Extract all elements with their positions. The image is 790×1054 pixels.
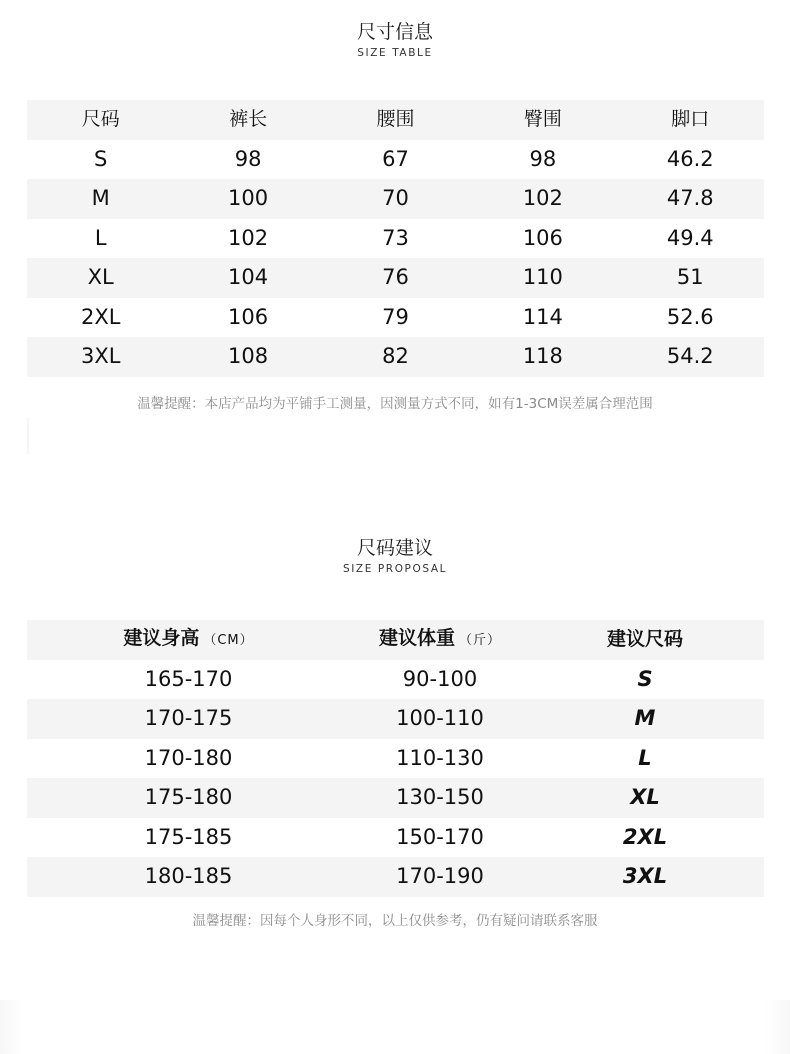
table-cell: 76 bbox=[382, 265, 409, 289]
size-proposal-heading bbox=[0, 536, 790, 575]
table-cell: 47.8 bbox=[666, 186, 714, 210]
table-cell: 110 bbox=[522, 265, 563, 289]
table-row bbox=[27, 258, 764, 298]
table-cell: 106 bbox=[522, 225, 563, 250]
table-cell: 49.4 bbox=[666, 225, 714, 250]
table-header-row bbox=[27, 620, 764, 660]
table-cell: 104 bbox=[228, 265, 269, 289]
table-cell: 90-100 bbox=[402, 666, 478, 691]
table-row bbox=[27, 778, 764, 818]
table-row bbox=[27, 660, 764, 700]
table-cell: 175-180 bbox=[144, 785, 233, 809]
table-cell: 79 bbox=[382, 304, 409, 329]
table-cell: 3XL bbox=[80, 344, 121, 368]
table-cell: XL bbox=[630, 785, 660, 809]
table-cell: 150-170 bbox=[396, 824, 484, 849]
table-cell: 110-130 bbox=[396, 745, 484, 770]
column-header: 臀围 bbox=[523, 108, 562, 130]
table-cell: M bbox=[634, 706, 656, 730]
size-proposal-title: 尺码建议 bbox=[356, 537, 433, 559]
table-cell: 130-150 bbox=[396, 785, 484, 809]
size-proposal-subtitle: SIZE PROPOSAL bbox=[342, 563, 448, 575]
table-cell: 70 bbox=[382, 186, 409, 210]
size-proposal-table bbox=[27, 620, 764, 897]
table-cell: 82 bbox=[382, 344, 409, 368]
table-cell: L bbox=[638, 745, 652, 770]
weight-unit: （斤） bbox=[459, 633, 502, 648]
size-table-title: 尺寸信息 bbox=[356, 21, 433, 43]
bottom-divider bbox=[0, 1000, 790, 1054]
table-cell: XL bbox=[87, 265, 114, 289]
table-cell: 170-175 bbox=[144, 706, 233, 730]
table-cell: 100 bbox=[228, 186, 269, 210]
table-cell: 98 bbox=[529, 146, 557, 171]
table-row bbox=[27, 140, 764, 180]
table-cell: 170-180 bbox=[144, 745, 233, 770]
table-cell: M bbox=[91, 186, 110, 210]
table-row bbox=[27, 739, 764, 779]
table-cell: 175-185 bbox=[144, 824, 233, 849]
column-header-weight bbox=[350, 619, 530, 661]
column-header-size: 建议尺码 bbox=[606, 628, 683, 650]
size-table-heading bbox=[0, 20, 790, 59]
table-cell: S bbox=[94, 146, 108, 171]
size-table-subtitle: SIZE TABLE bbox=[357, 47, 433, 59]
table-cell: 51 bbox=[676, 265, 704, 289]
height-unit: （CM） bbox=[203, 633, 254, 648]
column-header: 裤长 bbox=[229, 108, 268, 130]
table-cell: 54.2 bbox=[666, 344, 714, 368]
height-header-label: 建议身高 bbox=[123, 627, 200, 649]
table-cell: 118 bbox=[522, 344, 563, 368]
table-cell: 3XL bbox=[622, 864, 668, 888]
table-cell: 165-170 bbox=[144, 666, 233, 691]
table-cell: 2XL bbox=[622, 824, 668, 849]
column-header: 腰围 bbox=[376, 108, 415, 130]
column-header: 尺码 bbox=[81, 108, 120, 130]
table-cell: 67 bbox=[382, 146, 409, 171]
table-row bbox=[27, 699, 764, 739]
table-cell: 102 bbox=[228, 225, 269, 250]
table-header-row bbox=[27, 100, 764, 140]
size-table bbox=[27, 100, 764, 377]
table-row bbox=[27, 219, 764, 259]
table-cell: 180-185 bbox=[144, 864, 233, 888]
table-row bbox=[27, 337, 764, 377]
divider bbox=[27, 418, 29, 454]
column-header: 脚口 bbox=[671, 108, 710, 130]
table-cell: 2XL bbox=[80, 304, 121, 329]
column-header-height bbox=[27, 619, 350, 661]
table-cell: 46.2 bbox=[666, 146, 714, 171]
table-row bbox=[27, 179, 764, 219]
table-cell: 114 bbox=[522, 304, 563, 329]
size-table-note: 温馨提醒：本店产品均为平铺手工测量，因测量方式不同，如有1-3CM误差属合理范围 bbox=[137, 396, 653, 412]
table-cell: 170-190 bbox=[396, 864, 484, 888]
table-cell: S bbox=[637, 666, 653, 691]
table-cell: 73 bbox=[382, 225, 409, 250]
table-cell: 100-110 bbox=[396, 706, 484, 730]
weight-header-label: 建议体重 bbox=[378, 627, 455, 649]
table-cell: 52.6 bbox=[666, 304, 714, 329]
size-proposal-note: 温馨提醒：因每个人身形不同，以上仅供参考，仍有疑问请联系客服 bbox=[192, 913, 598, 929]
table-cell: L bbox=[94, 225, 107, 250]
table-cell: 108 bbox=[228, 344, 269, 368]
table-row bbox=[27, 818, 764, 858]
table-cell: 98 bbox=[234, 146, 262, 171]
table-cell: 102 bbox=[522, 186, 563, 210]
table-cell: 106 bbox=[228, 304, 269, 329]
table-row bbox=[27, 857, 764, 897]
table-row bbox=[27, 298, 764, 338]
